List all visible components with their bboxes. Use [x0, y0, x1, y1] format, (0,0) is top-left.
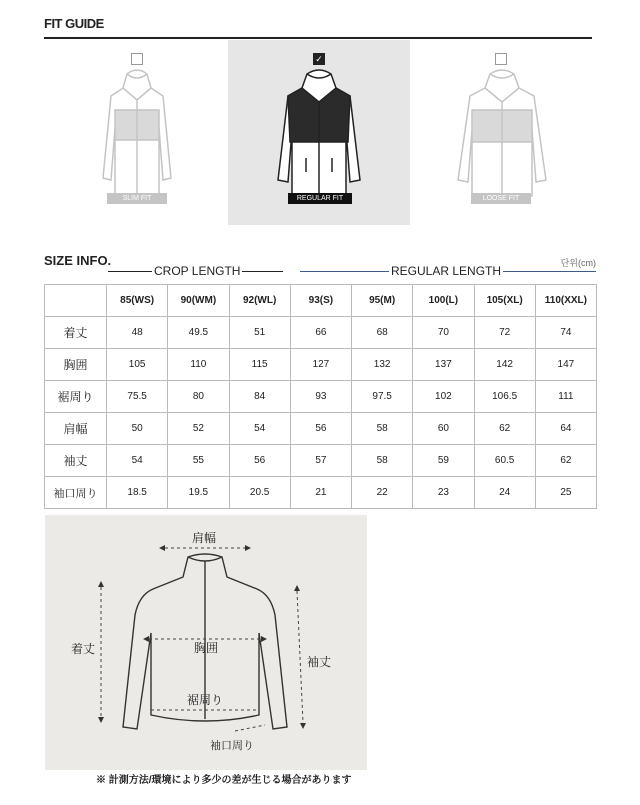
table-cell: 58: [352, 445, 413, 477]
regular-length-label: REGULAR LENGTH: [391, 264, 502, 278]
table-cell: 75.5: [107, 381, 168, 413]
fit-guide-title: FIT GUIDE: [44, 16, 104, 31]
table-cell: 24: [474, 477, 535, 509]
length-label: 着丈: [71, 642, 96, 656]
table-row: [45, 445, 597, 477]
table-cell: 127: [290, 349, 351, 381]
table-cell: 66: [290, 317, 351, 349]
size-header-cell: 85(WS): [107, 285, 168, 317]
table-cell: 20.5: [229, 477, 290, 509]
table-cell: 132: [352, 349, 413, 381]
cuff-label: 袖口周り: [210, 740, 254, 752]
crop-length-label: CROP LENGTH: [154, 264, 241, 278]
size-header-cell: 93(S): [290, 285, 351, 317]
table-row: [45, 477, 597, 509]
table-cell: 51: [229, 317, 290, 349]
fit-label-loose: LOOSE FIT: [471, 193, 531, 204]
fit-option-slim[interactable]: [44, 40, 228, 225]
fit-label-slim: SLIM FIT: [107, 193, 167, 204]
table-cell: 58: [352, 413, 413, 445]
size-info-title: SIZE INFO.: [44, 253, 112, 268]
table-cell: 55: [168, 445, 229, 477]
table-cell: 60: [413, 413, 474, 445]
fit-checkbox-slim[interactable]: [131, 53, 143, 65]
table-row: [45, 381, 597, 413]
chest-label: 胸囲: [194, 641, 219, 655]
table-cell: 54: [107, 445, 168, 477]
size-header-cell: 110(XXL): [535, 285, 596, 317]
row-label: 肩幅: [45, 413, 107, 445]
fit-checkbox-regular[interactable]: ✓: [313, 53, 325, 65]
row-label: 袖丈: [45, 445, 107, 477]
table-cell: 64: [535, 413, 596, 445]
table-cell: 60.5: [474, 445, 535, 477]
table-cell: 106.5: [474, 381, 535, 413]
table-cell: 50: [107, 413, 168, 445]
table-cell: 62: [535, 445, 596, 477]
table-cell: 111: [535, 381, 596, 413]
unit-label: 단위(cm): [560, 258, 596, 268]
table-cell: 22: [352, 477, 413, 509]
table-cell: 23: [413, 477, 474, 509]
size-header-cell: 95(M): [352, 285, 413, 317]
table-cell: 147: [535, 349, 596, 381]
table-cell: 137: [413, 349, 474, 381]
size-header-cell: 100(L): [413, 285, 474, 317]
table-cell: 21: [290, 477, 351, 509]
table-cell: 56: [229, 445, 290, 477]
measurement-note: ※ 計測方法/環境により多少の差が生じる場合があります: [96, 775, 352, 786]
table-cell: 18.5: [107, 477, 168, 509]
table-cell: 49.5: [168, 317, 229, 349]
table-cell: 80: [168, 381, 229, 413]
table-cell: 57: [290, 445, 351, 477]
table-row: [45, 349, 597, 381]
table-cell: 59: [413, 445, 474, 477]
table-cell: 97.5: [352, 381, 413, 413]
fit-label-regular: REGULAR FIT: [288, 193, 352, 204]
size-header-row: [45, 285, 597, 317]
table-cell: 52: [168, 413, 229, 445]
table-cell: 19.5: [168, 477, 229, 509]
table-cell: 74: [535, 317, 596, 349]
jacket-regular-icon: [276, 68, 362, 203]
size-header-cell: 92(WL): [229, 285, 290, 317]
table-cell: 72: [474, 317, 535, 349]
jacket-loose-icon: [456, 68, 548, 203]
jacket-slim-icon: [101, 68, 173, 203]
row-label: 裾周り: [45, 381, 107, 413]
table-cell: 115: [229, 349, 290, 381]
size-header-cell: 105(XL): [474, 285, 535, 317]
table-cell: 48: [107, 317, 168, 349]
row-label: 胸囲: [45, 349, 107, 381]
row-label: 着丈: [45, 317, 107, 349]
fit-guide-divider: [44, 37, 592, 39]
table-cell: 62: [474, 413, 535, 445]
fit-checkbox-loose[interactable]: [495, 53, 507, 65]
table-cell: 102: [413, 381, 474, 413]
size-header-corner: [45, 285, 107, 317]
size-table: [44, 284, 597, 509]
fit-option-loose[interactable]: [410, 40, 592, 225]
table-cell: 54: [229, 413, 290, 445]
fit-option-regular[interactable]: [228, 40, 410, 225]
table-cell: 110: [168, 349, 229, 381]
table-cell: 84: [229, 381, 290, 413]
table-cell: 70: [413, 317, 474, 349]
table-row: [45, 317, 597, 349]
row-label: 袖口周り: [45, 477, 107, 509]
table-row: [45, 413, 597, 445]
table-cell: 56: [290, 413, 351, 445]
table-cell: 68: [352, 317, 413, 349]
sleeve-label: 袖丈: [307, 655, 332, 669]
hem-label: 裾周り: [187, 693, 224, 707]
table-cell: 105: [107, 349, 168, 381]
table-cell: 25: [535, 477, 596, 509]
size-header-cell: 90(WM): [168, 285, 229, 317]
table-cell: 93: [290, 381, 351, 413]
measurement-diagram: [45, 515, 367, 770]
shoulder-label: 肩幅: [192, 531, 217, 545]
table-cell: 142: [474, 349, 535, 381]
